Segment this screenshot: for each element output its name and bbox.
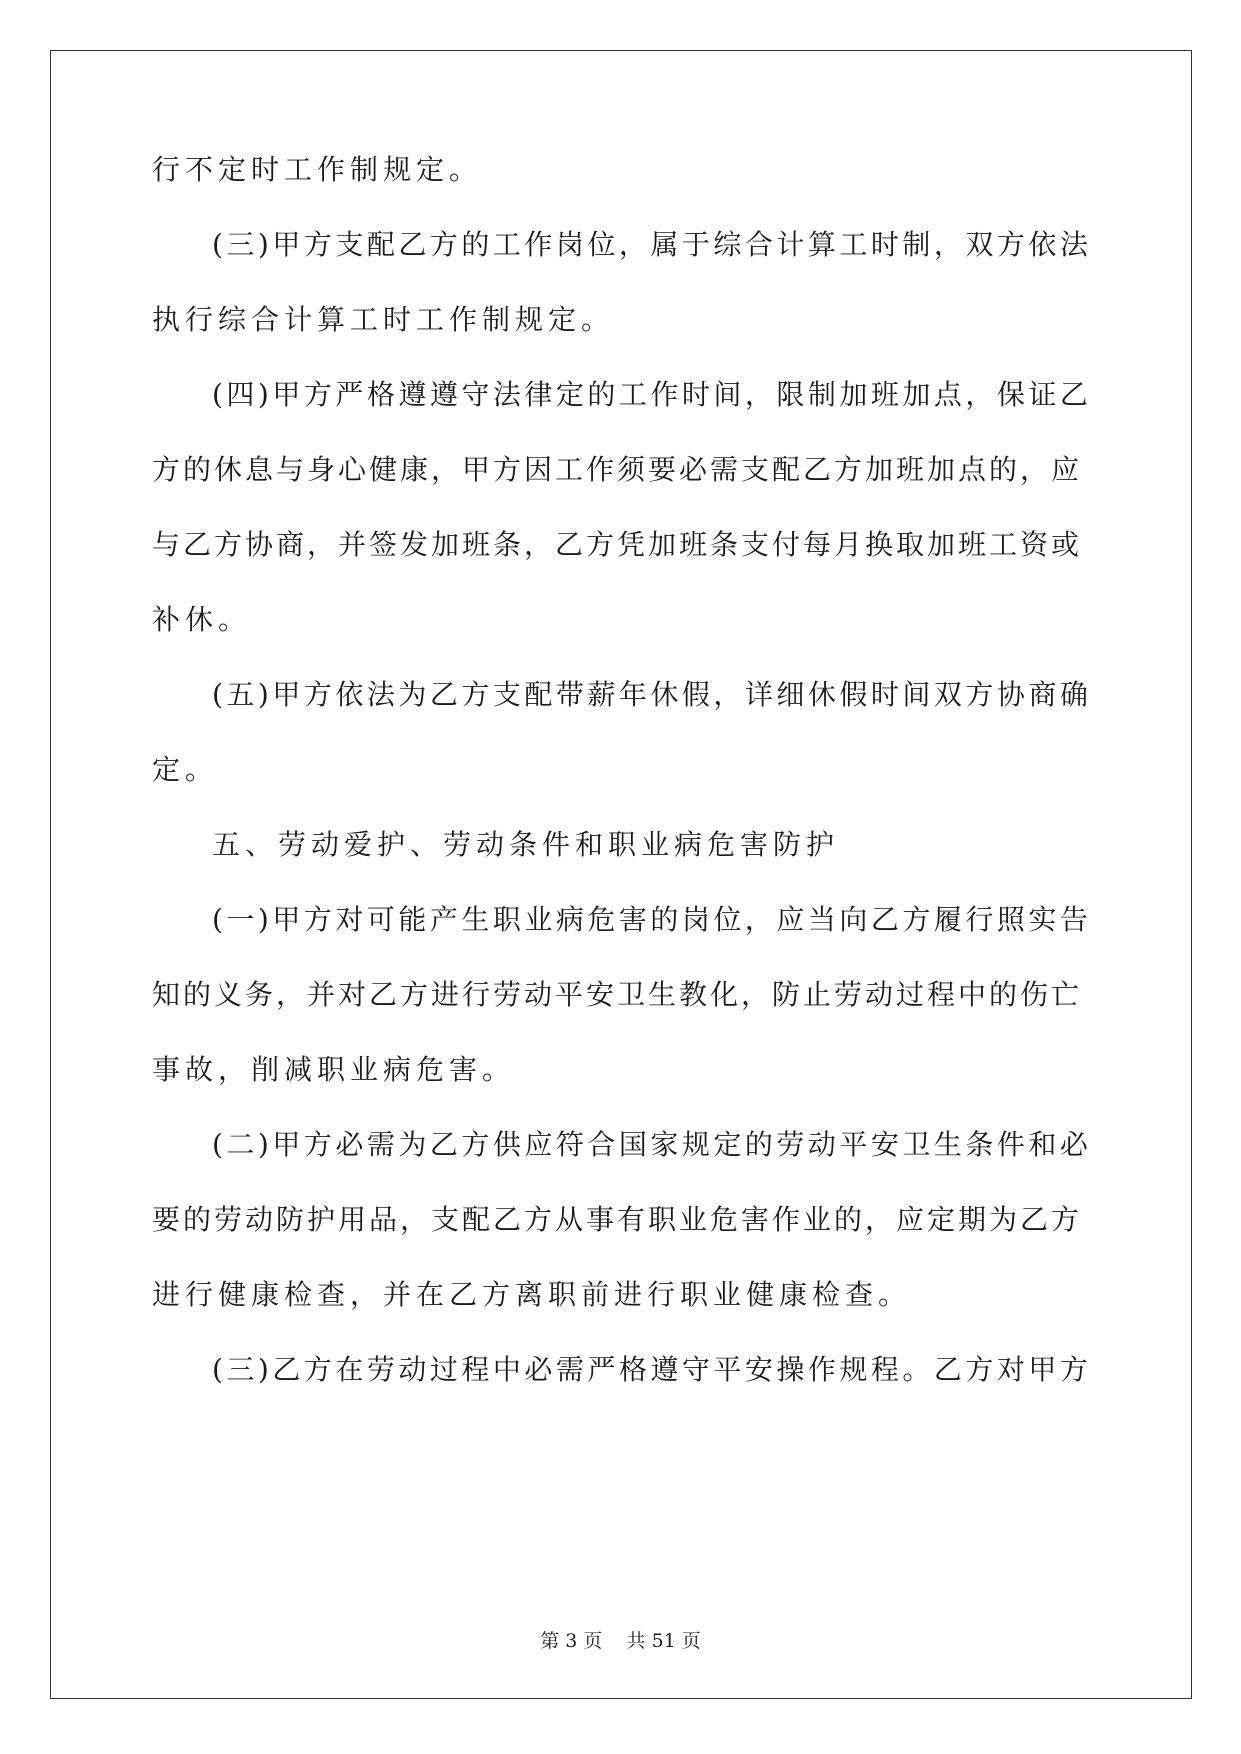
text-line: (三)乙方在劳动过程中必需严格遵守平安操作规程。乙方对甲方 [212, 1353, 1092, 1386]
text-line: 方的休息与身心健康，甲方因工作须要必需支配乙方加班加点的，应 [152, 453, 1083, 486]
text-line: 进行健康检查，并在乙方离职前进行职业健康检查。 [152, 1278, 912, 1311]
text-line: (一)甲方对可能产生职业病危害的岗位，应当向乙方履行照实告 [212, 903, 1092, 936]
text-line: 定。 [152, 753, 219, 786]
text-line: (二)甲方必需为乙方供应符合国家规定的劳动平安卫生条件和必 [212, 1128, 1092, 1161]
text-line: 要的劳动防护用品，支配乙方从事有职业危害作业的，应定期为乙方 [152, 1203, 1083, 1236]
page-footer [0, 1626, 1241, 1653]
text-line: 与乙方协商，并签发加班条，乙方凭加班条支付每月换取加班工资或 [152, 528, 1083, 561]
page-border [50, 50, 1192, 1699]
text-line: 执行综合计算工时工作制规定。 [152, 303, 615, 336]
text-line: (三)甲方支配乙方的工作岗位，属于综合计算工时制，双方依法 [212, 228, 1092, 261]
page-number: 第 3 页 [540, 1630, 603, 1652]
text-line: 补休。 [152, 603, 252, 636]
section-heading: 五、劳动爱护、劳动条件和职业病危害防护 [212, 828, 840, 861]
text-line: (五)甲方依法为乙方支配带薪年休假，详细休假时间双方协商确 [212, 678, 1092, 711]
text-line: 知的义务，并对乙方进行劳动平安卫生教化，防止劳动过程中的伤亡 [152, 978, 1083, 1011]
text-line: (四)甲方严格遵遵守法律定的工作时间，限制加班加点，保证乙 [212, 378, 1092, 411]
text-line: 事故，削减职业病危害。 [152, 1053, 516, 1086]
page-total: 共 51 页 [626, 1630, 701, 1652]
text-line: 行不定时工作制规定。 [152, 153, 483, 186]
